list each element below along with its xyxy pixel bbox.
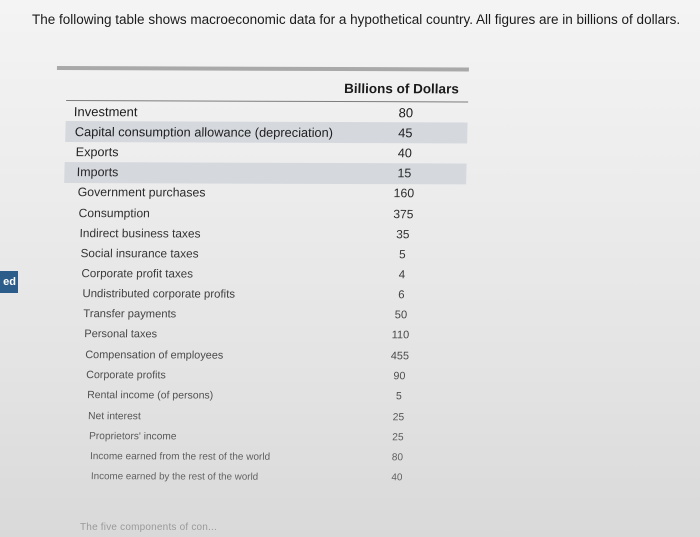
row-value: 4 bbox=[398, 268, 406, 282]
macro-data-table bbox=[47, 66, 469, 492]
table-row bbox=[62, 243, 464, 265]
table-row bbox=[63, 203, 465, 225]
row-value: 80 bbox=[398, 105, 414, 121]
row-label: Corporate profits bbox=[86, 369, 166, 382]
row-value: 40 bbox=[391, 472, 403, 484]
table-row bbox=[64, 182, 466, 204]
row-label: Income earned from the rest of the world bbox=[89, 451, 271, 463]
row-label: Transfer payments bbox=[83, 308, 177, 321]
row-label: Rental income (of persons) bbox=[87, 389, 214, 402]
row-value: 160 bbox=[393, 186, 415, 201]
row-label: Investment bbox=[73, 104, 138, 120]
question-intro: The following table shows macroeconomic data for a hypothetical country. All figures are in billions of dollars. bbox=[32, 12, 681, 27]
table-row bbox=[57, 446, 459, 468]
row-value: 375 bbox=[393, 206, 414, 221]
row-label: Government purchases bbox=[77, 185, 206, 200]
table-row bbox=[61, 284, 463, 306]
table-row bbox=[64, 162, 466, 184]
row-value: 5 bbox=[395, 390, 402, 403]
row-value: 5 bbox=[398, 247, 406, 262]
row-value: 25 bbox=[392, 431, 404, 444]
row-label: Social insurance taxes bbox=[80, 246, 199, 261]
row-value: 45 bbox=[398, 125, 413, 141]
row-label: Consumption bbox=[78, 205, 151, 220]
table-row bbox=[59, 365, 461, 387]
row-value: 80 bbox=[391, 452, 404, 464]
table-row bbox=[58, 406, 460, 428]
row-label: Corporate profit taxes bbox=[81, 267, 194, 281]
row-label: Indirect business taxes bbox=[79, 225, 201, 241]
row-value: 6 bbox=[398, 288, 405, 301]
row-value: 50 bbox=[394, 309, 408, 322]
row-value: 25 bbox=[392, 411, 405, 423]
row-label: Capital consumption allowance (depreciation) bbox=[74, 124, 334, 141]
table-row bbox=[65, 142, 467, 164]
table-row bbox=[60, 324, 462, 346]
row-label: Proprietors' income bbox=[88, 430, 177, 443]
row-label: Exports bbox=[75, 144, 119, 159]
row-value: 90 bbox=[393, 370, 406, 383]
row-label: Imports bbox=[76, 164, 119, 180]
row-value: 40 bbox=[397, 145, 413, 160]
table-row bbox=[59, 385, 461, 407]
row-value: 35 bbox=[396, 226, 410, 242]
row-label: Undistributed corporate profits bbox=[82, 287, 236, 301]
footer-caption: The five components of con... bbox=[80, 522, 217, 533]
row-value: 455 bbox=[390, 349, 410, 362]
table-row bbox=[62, 263, 464, 285]
table-row bbox=[61, 304, 463, 326]
table-top-rule bbox=[57, 66, 469, 71]
row-label: Personal taxes bbox=[84, 328, 158, 341]
row-value: 15 bbox=[397, 166, 412, 181]
table-row bbox=[63, 223, 465, 245]
table-row bbox=[65, 121, 467, 143]
column-header-billions: Billions of Dollars bbox=[343, 81, 460, 97]
row-label: Income earned by the rest of the world bbox=[90, 471, 259, 484]
table-row bbox=[57, 466, 459, 488]
table-row bbox=[66, 101, 468, 123]
table-row bbox=[58, 426, 460, 448]
table-row bbox=[60, 345, 462, 367]
row-value: 110 bbox=[391, 329, 410, 342]
sidebar-tab[interactable]: ed bbox=[0, 271, 18, 293]
row-label: Compensation of employees bbox=[85, 348, 224, 362]
row-label: Net interest bbox=[87, 410, 141, 422]
